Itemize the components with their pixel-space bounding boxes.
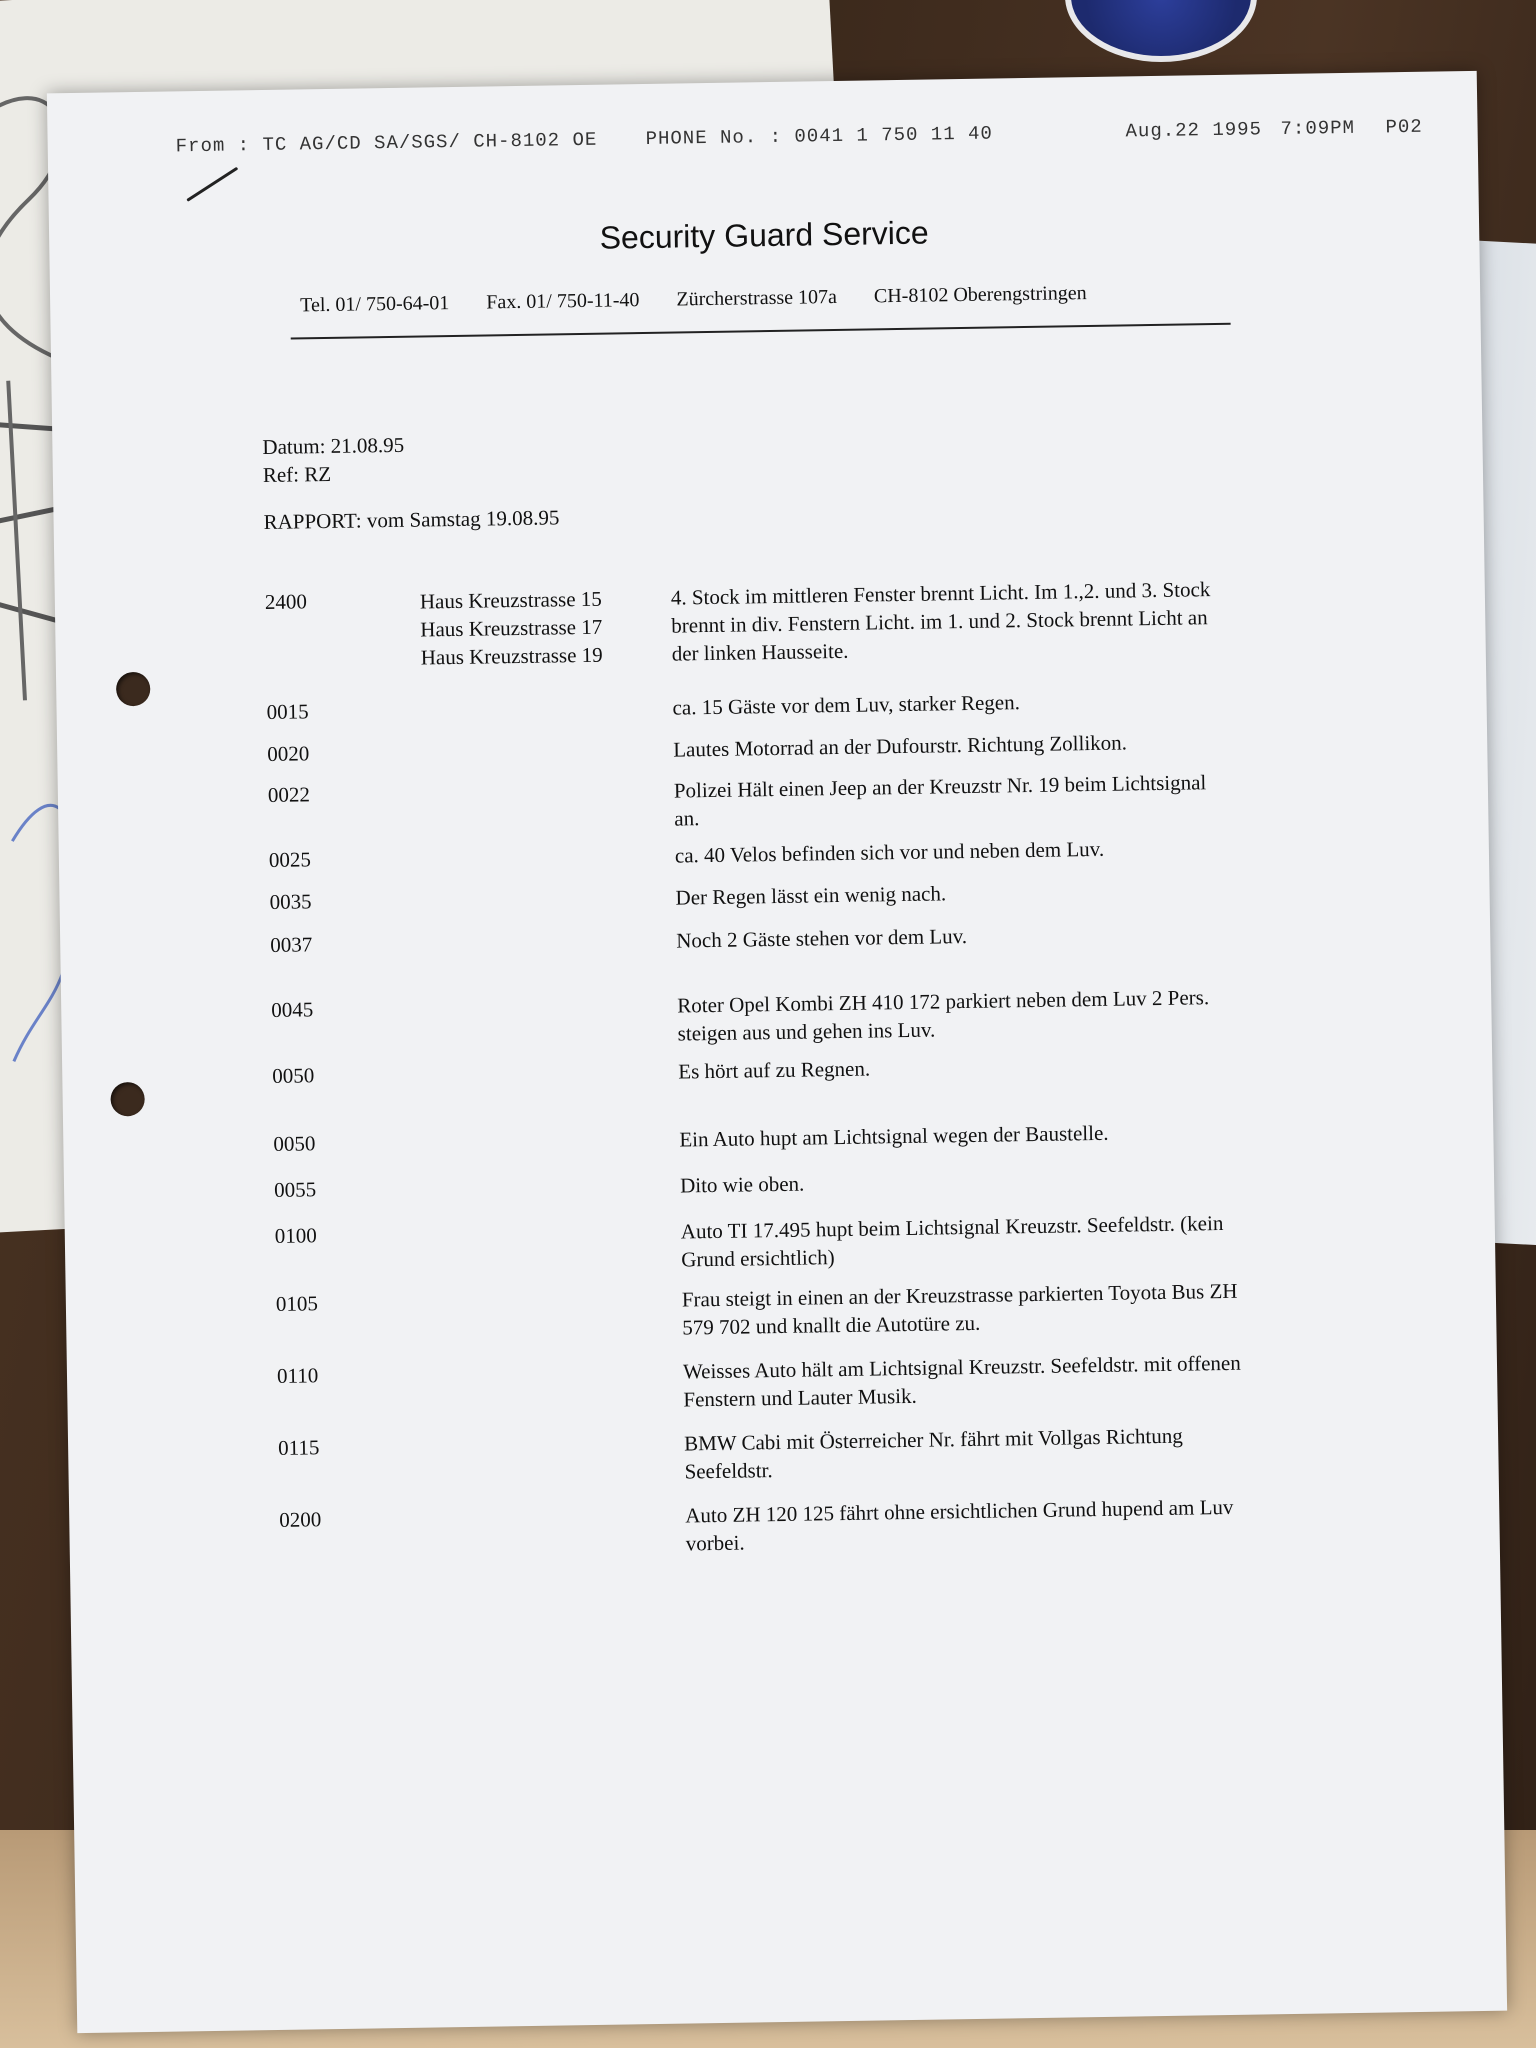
entry-time: 0045 [271, 997, 314, 1022]
report-entry [65, 1205, 1495, 1272]
report-title: RAPPORT: vom Samstag 19.08.95 [263, 505, 560, 534]
entry-text: BMW Cabi mit Österreicher Nr. fährt mit Vollgas Richtung Seefeldstr. [683, 1423, 1183, 1484]
entry-text: Lautes Motorrad an der Dufourstr. Richtung Zollikon. [673, 730, 1128, 762]
entry-location: Haus Kreuzstrasse 19 [420, 642, 603, 670]
report-entry [55, 571, 1485, 670]
entry-time: 0035 [269, 889, 312, 914]
header-rule [291, 323, 1231, 340]
company-name: Security Guard Service [599, 214, 929, 256]
entry-time: 0025 [268, 847, 312, 872]
entry-text: Der Regen lässt ein wenig nach. [675, 881, 947, 910]
company-fax: Fax. 01/ 750-11-40 [486, 289, 640, 314]
company-city: CH-8102 Oberengstringen [873, 282, 1087, 308]
entry-time: 0050 [272, 1063, 315, 1088]
entry-text: 4. Stock im mittleren Fenster brennt Licht. Im 1.,2. und 3. Stock brennt in div. Fenstern Licht. im 1. und 2. Stock brennt Licht an der linken Hausseite. [670, 577, 1211, 666]
entry-text: Auto ZH 120 125 fährt ohne ersichtlichen Grund hupend am Luv vorbei. [685, 1494, 1234, 1556]
entry-locations [420, 585, 603, 672]
entry-text: Auto TI 17.495 hupt beim Lichtsignal Kreuzstr. Seefeldstr. (kein Grund ersichtlich) [680, 1211, 1224, 1272]
report-entry [67, 1345, 1497, 1412]
report-entry [64, 1159, 1494, 1202]
report-entry [68, 1417, 1498, 1484]
fax-header [175, 115, 1436, 158]
entry-time: 0105 [275, 1291, 319, 1316]
entry-time: 2400 [264, 589, 308, 614]
entry-text: Noch 2 Gäste stehen vor dem Luv. [676, 924, 968, 953]
fax-page: P02 [1385, 115, 1423, 139]
entry-text: Weisses Auto hält am Lichtsignal Kreuzstr. Seefeldstr. mit offenen Fenstern und Lauter Musik. [682, 1350, 1241, 1412]
report-entry [61, 979, 1491, 1046]
staple [186, 167, 238, 202]
entry-time: 0022 [267, 782, 311, 807]
entry-time: 0020 [267, 741, 310, 766]
report-entry [69, 1489, 1499, 1556]
entry-time: 0110 [276, 1363, 319, 1388]
entry-time: 0050 [273, 1131, 316, 1156]
company-street: Zürcherstrasse 107a [676, 285, 838, 311]
report-entry [57, 723, 1487, 766]
entry-time: 0037 [270, 932, 313, 957]
report-entry [60, 914, 1490, 957]
entry-location: Haus Kreuzstrasse 17 [420, 614, 603, 642]
fax-date: Aug.22 1995 [1125, 118, 1263, 143]
ref: Ref: RZ [262, 461, 332, 488]
fax-time: 7:09PM [1280, 116, 1356, 140]
entry-text: Es hört auf zu Regnen. [678, 1056, 871, 1084]
fax-from: From : TC AG/CD SA/SGS/ CH-8102 OE [175, 128, 598, 158]
entry-text: Roter Opel Kombi ZH 410 172 parkiert neben dem Luv 2 Pers. steigen aus und gehen ins Luv. [677, 985, 1210, 1046]
report-entry [59, 829, 1489, 872]
company-tel: Tel. 01/ 750-64-01 [300, 292, 450, 317]
entry-text: Ein Auto hupt am Lichtsignal wegen der Baustelle. [679, 1120, 1109, 1152]
entry-text: Frau steigt in einen an der Kreuzstrasse parkierten Toyota Bus ZH 579 702 und knallt die Autotüre zu. [681, 1278, 1238, 1340]
report-entry [58, 764, 1488, 831]
punch-hole [116, 672, 151, 707]
report-entry [66, 1273, 1496, 1340]
report-entry [63, 1113, 1493, 1156]
entry-time: 0015 [266, 699, 309, 724]
company-contact [300, 282, 1119, 318]
entry-time: 0115 [277, 1435, 320, 1460]
entry-text: ca. 40 Velos befinden sich vor und neben dem Luv. [674, 836, 1105, 868]
fax-phone: PHONE No. : 0041 1 750 11 40 [645, 122, 994, 150]
entry-location: Haus Kreuzstrasse 15 [419, 586, 602, 614]
entry-text: ca. 15 Gäste vor dem Luv, starker Regen. [672, 690, 1021, 720]
report-entry [59, 871, 1489, 914]
entry-text: Dito wie oben. [679, 1171, 805, 1198]
fax-document [47, 71, 1507, 2033]
entry-time: 0200 [279, 1507, 322, 1532]
datum: Datum: 21.08.95 [262, 432, 405, 460]
entry-time: 0055 [273, 1177, 317, 1202]
report-entry [56, 681, 1486, 724]
entry-text: Polizei Hält einen Jeep an der Kreuzstr Nr. 19 beim Lichtsignal an. [673, 770, 1207, 831]
report-entry [62, 1045, 1492, 1088]
entry-time: 0100 [274, 1223, 318, 1248]
punch-hole [110, 1082, 145, 1117]
